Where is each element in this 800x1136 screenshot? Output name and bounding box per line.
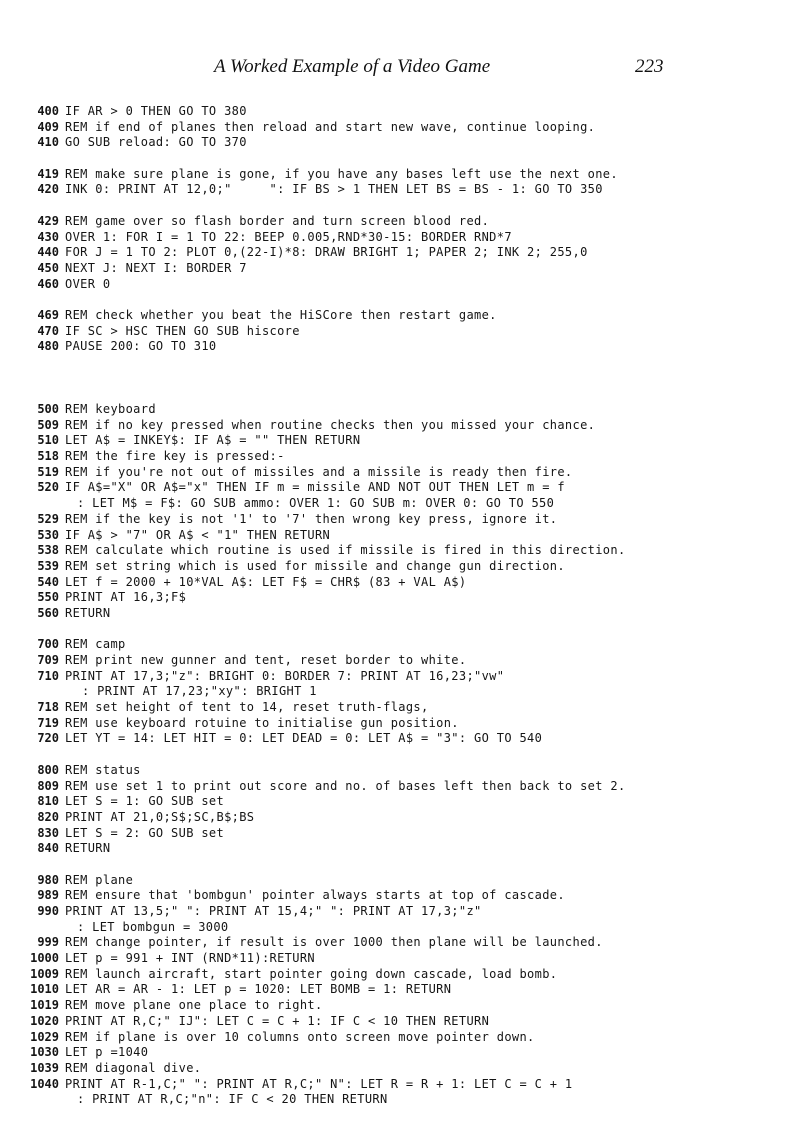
line-number: 1039 [30,1060,59,1075]
line-code: : PRINT AT R,C;"n": IF C < 20 THEN RETURN [77,1092,388,1107]
line-number: 809 [37,778,59,793]
code-line [26,230,786,246]
line-code: RETURN [65,841,111,856]
code-line-continuation [26,1092,786,1108]
line-code: IF SC > HSC THEN GO SUB hiscore [65,323,300,338]
line-code: REM set string which is used for missile and change gun direction. [65,558,565,573]
line-code: REM game over so flash border and turn screen blood red. [65,213,490,228]
line-number: 1040 [30,1076,59,1091]
line-number: 539 [37,558,59,573]
line-number: 520 [37,480,59,495]
blank-line [26,292,786,308]
line-code: PRINT AT 21,0;S$;SC,B$;BS [65,809,255,824]
code-line [26,731,786,747]
line-number: 550 [37,590,59,605]
line-code: REM change pointer, if result is over 1000 then plane will be launched. [65,935,603,950]
code-line [26,261,786,277]
line-code: REM make sure plane is gone, if you have any bases left use the next one. [65,166,618,181]
line-code: PRINT AT 13,5;" ": PRINT AT 15,4;" ": PRINT AT 17,3;"z" [65,904,482,918]
line-number: 990 [37,904,59,918]
code-line [26,1077,786,1093]
line-code: REM status [65,762,141,777]
line-number: 410 [37,135,59,150]
code-line [26,214,786,230]
line-number: 510 [37,433,59,448]
line-number: 430 [37,229,59,244]
line-number: 1030 [30,1045,59,1060]
code-line [26,669,786,685]
line-code: REM set height of tent to 14, reset truth-flags, [65,700,429,715]
line-number: 540 [37,574,59,589]
line-code: REM if the key is not '1' to '7' then wrong key press, ignore it. [65,511,558,526]
line-number: 810 [37,794,59,809]
line-code: REM ensure that 'bombgun' pointer always starts at top of cascade. [65,888,565,903]
code-line [26,982,786,998]
code-line [26,779,786,795]
line-number: 419 [37,166,59,181]
code-line [26,935,786,951]
code-line [26,245,786,261]
line-number: 710 [37,668,59,683]
code-line-continuation [26,920,786,936]
line-number: 460 [37,276,59,291]
running-title: A Worked Example of a Video Game [214,56,491,77]
line-code: REM camp [65,637,126,652]
line-code: REM plane [65,872,134,887]
code-line [26,120,786,136]
line-number: 509 [37,417,59,432]
line-code: OVER 1: FOR I = 1 TO 22: BEEP 0.005,RND*30-15: BORDER RND*7 [65,229,512,244]
line-number: 1019 [30,998,59,1013]
blank-line [26,198,786,214]
code-line [26,433,786,449]
code-line [26,418,786,434]
code-line [26,559,786,575]
line-code: INK 0: PRINT AT 12,0;" ": IF BS > 1 THEN LET BS = BS - 1: GO TO 350 [65,182,603,197]
line-number: 429 [37,213,59,228]
code-line [26,810,786,826]
line-code: IF A$ > "7" OR A$ < "1" THEN RETURN [65,527,331,542]
code-line [26,653,786,669]
line-number: 518 [37,449,59,464]
line-number: 440 [37,245,59,260]
code-line [26,277,786,293]
line-number: 1020 [30,1013,59,1028]
code-line [26,998,786,1014]
line-code: : LET M$ = F$: GO SUB ammo: OVER 1: GO SUB m: OVER 0: GO TO 550 [77,496,555,511]
line-code: REM keyboard [65,402,156,416]
code-line [26,700,786,716]
code-line [26,1045,786,1061]
line-code: REM if you're not out of missiles and a missile is ready then fire. [65,464,573,479]
line-code: REM use keyboard rotuine to initialise gun position. [65,715,459,730]
code-line [26,841,786,857]
code-line [26,528,786,544]
code-line [26,763,786,779]
code-line [26,967,786,983]
code-line [26,308,786,324]
line-code: IF A$="X" OR A$="x" THEN IF m = missile AND NOT OUT THEN LET m = f [65,480,565,495]
blank-line [26,857,786,873]
line-number: 519 [37,464,59,479]
line-number: 470 [37,323,59,338]
line-number: 1029 [30,1029,59,1044]
line-number: 560 [37,605,59,620]
line-number: 840 [37,841,59,856]
line-number: 530 [37,527,59,542]
line-number: 820 [37,809,59,824]
line-number: 999 [37,935,59,950]
line-number: 1000 [30,951,59,966]
line-code: REM calculate which routine is used if missile is fired in this direction. [65,543,626,558]
basic-program-listing [26,104,786,1108]
line-number: 450 [37,260,59,275]
line-code: LET AR = AR - 1: LET p = 1020: LET BOMB = 1: RETURN [65,982,452,997]
line-number: 700 [37,637,59,652]
line-code: REM diagonal dive. [65,1060,202,1075]
line-code: GO SUB reload: GO TO 370 [65,135,247,150]
line-number: 720 [37,731,59,746]
line-code: REM move plane one place to right. [65,998,323,1013]
line-number: 980 [37,872,59,887]
line-code: PRINT AT 16,3;F$ [65,590,187,605]
code-line-continuation [26,684,786,700]
line-number: 800 [37,762,59,777]
line-code: LET S = 2: GO SUB set [65,825,225,840]
line-number: 709 [37,653,59,667]
code-line [26,465,786,481]
line-code: REM if plane is over 10 columns onto screen move pointer down. [65,1029,535,1044]
code-line [26,951,786,967]
code-line [26,606,786,622]
line-number: 718 [37,700,59,715]
line-code: LET YT = 14: LET HIT = 0: LET DEAD = 0: LET A$ = "3": GO TO 540 [65,731,543,746]
line-code: REM print new gunner and tent, reset border to white. [65,653,467,667]
line-number: 1010 [30,982,59,997]
line-code: LET A$ = INKEY$: IF A$ = "" THEN RETURN [65,433,361,448]
code-line [26,135,786,151]
code-line [26,1014,786,1030]
code-line [26,182,786,198]
code-line [26,512,786,528]
code-line [26,888,786,904]
line-code: RETURN [65,605,111,620]
line-number: 500 [37,402,59,416]
line-code: REM if no key pressed when routine checks then you missed your chance. [65,417,596,432]
line-code: LET p =1040 [65,1045,149,1060]
line-code: PRINT AT 17,3;"z": BRIGHT 0: BORDER 7: PRINT AT 16,23;"vw" [65,668,505,683]
code-line [26,575,786,591]
line-code: IF AR > 0 THEN GO TO 380 [65,104,247,118]
code-line [26,873,786,889]
code-line [26,104,786,120]
line-code: LET p = 991 + INT (RND*11):RETURN [65,951,315,966]
line-code: REM use set 1 to print out score and no. of bases left then back to set 2. [65,778,626,793]
blank-section-gap [26,355,786,402]
line-number: 400 [37,104,59,118]
code-line [26,449,786,465]
line-code: : LET bombgun = 3000 [77,919,229,934]
line-code: REM the fire key is pressed:- [65,449,285,464]
blank-line [26,622,786,638]
line-number: 1009 [30,966,59,981]
blank-line [26,151,786,167]
code-line [26,826,786,842]
code-line [26,1030,786,1046]
code-line [26,1061,786,1077]
line-number: 989 [37,888,59,903]
code-line [26,339,786,355]
line-code: PRINT AT R-1,C;" ": PRINT AT R,C;" N": LET R = R + 1: LET C = C + 1 [65,1076,573,1091]
code-line [26,904,786,920]
line-code: FOR J = 1 TO 2: PLOT 0,(22-I)*8: DRAW BRIGHT 1; PAPER 2; INK 2; 255,0 [65,245,588,260]
line-number: 480 [37,339,59,354]
line-number: 529 [37,511,59,526]
line-code: PRINT AT R,C;" IJ": LET C = C + 1: IF C < 10 THEN RETURN [65,1013,490,1028]
line-number: 719 [37,715,59,730]
line-number: 538 [37,543,59,558]
code-line [26,794,786,810]
code-line [26,637,786,653]
code-line [26,716,786,732]
line-number: 830 [37,825,59,840]
line-code: LET S = 1: GO SUB set [65,794,225,809]
code-line-continuation [26,496,786,512]
code-line [26,543,786,559]
page-number: 223 [635,56,664,77]
line-code: NEXT J: NEXT I: BORDER 7 [65,260,247,275]
line-code: LET f = 2000 + 10*VAL A$: LET F$ = CHR$ (83 + VAL A$) [65,574,467,589]
line-number: 469 [37,307,59,322]
line-code: REM check whether you beat the HiSCore then restart game. [65,307,497,322]
code-line [26,480,786,496]
code-line [26,402,786,418]
line-code: REM launch aircraft, start pointer going down cascade, load bomb. [65,966,558,981]
line-code: REM if end of planes then reload and start new wave, continue looping. [65,119,596,134]
blank-line [26,747,786,763]
code-line [26,324,786,340]
code-line [26,167,786,183]
line-code: : PRINT AT 17,23;"xy": BRIGHT 1 [82,684,317,699]
line-number: 409 [37,119,59,134]
line-number: 420 [37,182,59,197]
code-line [26,590,786,606]
line-code: OVER 0 [65,276,111,291]
line-code: PAUSE 200: GO TO 310 [65,339,217,354]
